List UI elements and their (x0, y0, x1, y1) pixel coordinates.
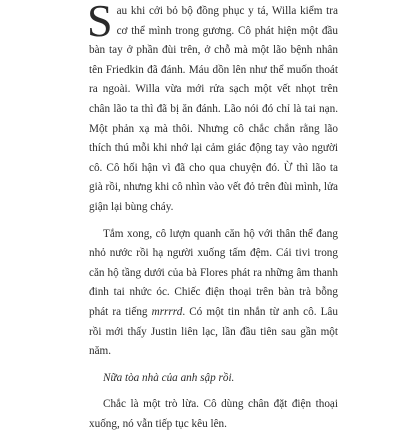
phone-sound-italic: mrrrrd (151, 305, 183, 318)
paragraph-1 (89, 2, 338, 218)
paragraph-2-text-after: . Có một tin nhắn từ anh cô. Lâu rồi mới thấy Justin liên lạc, lần đầu tiên sau gần một năm. (89, 305, 338, 358)
paragraph-2 (89, 225, 338, 362)
paragraph-4-text: Chắc là một trò lừa. Cô dùng chân đặt điện thoại xuống, nó vẫn tiếp tục kêu lên. (89, 398, 338, 430)
drop-cap: S (87, 0, 113, 46)
text-message-italic: Nữa tòa nhà của anh sập rồi. (103, 371, 235, 384)
paragraph-2-text: Tắm xong, cô lượn quanh căn hộ với thân thể đang nhỏ nước rồi hạ người xuống tấm đệm. Cái tivi trong căn hộ tầng dưới của bà Flores phát ra những âm thanh đinh tai nhức óc. Chiếc điện thoại trên bàn trà bỗng phát ra tiếng (89, 227, 338, 318)
paragraph-3-message (89, 369, 338, 389)
paragraph-4 (89, 395, 338, 434)
paragraph-1-text: au khi cởi bỏ bộ đồng phục y tá, Willa kiểm tra cơ thể mình trong gương. Cô phát hiện một đầu bàn tay ở phần đùi trên, ở chỗ mà một lão bệnh nhân tên Friedkin đã đánh. Máu dồn lên như thể muốn thoát ra ngoài. Willa vừa mới rửa sạch một vết nhọt trên chân lão ta thì đã bị ăn đánh. Lão nói đó chỉ là tai nạn. Một phản xạ mà thôi. Nhưng cô chắc chắn rằng lão thích thú mỗi khi nhớ lại cảm giác động tay vào người cô. Cô hối hận vì đã cho qua chuyện đó. Ừ thì lão ta già rồi, nhưng khi cô nhìn vào vết đỏ trên đùi mình, lửa giận lại bùng cháy. (89, 5, 338, 213)
